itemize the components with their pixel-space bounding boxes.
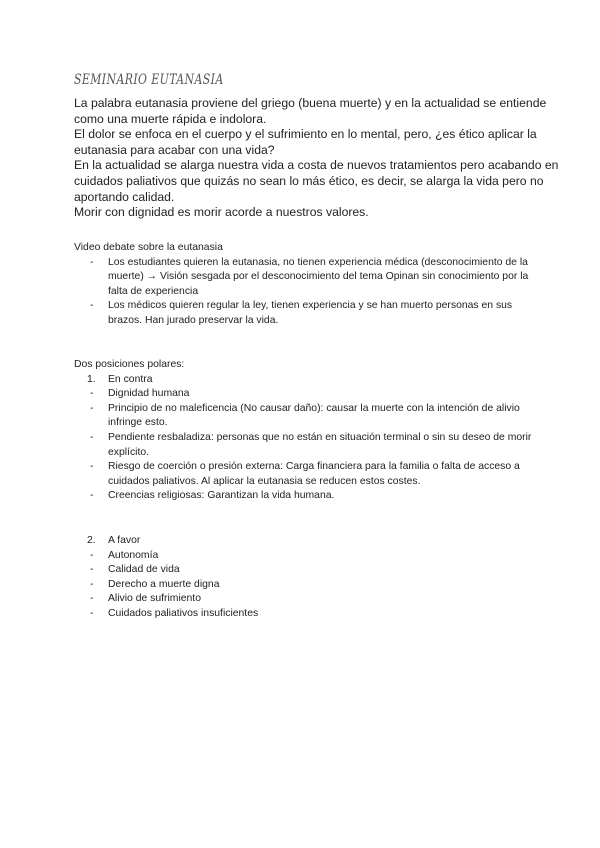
list-item <box>74 387 544 402</box>
dash-marker: - <box>90 564 94 576</box>
intro-paragraph: El dolor se enfoca en el cuerpo y el sufrimiento en lo mental, pero, ¿es ético aplicar la eutanasia para acabar con una vida? <box>74 127 537 157</box>
list-item <box>74 607 544 622</box>
list-item <box>74 431 544 460</box>
list-item <box>74 549 544 564</box>
bullet-list <box>74 256 544 329</box>
page-title: SEMINARIO EUTANASIA <box>74 72 224 88</box>
section-heading: Video debate sobre la eutanasia <box>74 242 223 253</box>
list-item <box>74 563 544 578</box>
section-heading: Dos posiciones polares: <box>74 359 185 370</box>
dash-marker: - <box>90 549 94 561</box>
dash-marker: - <box>90 402 94 414</box>
dash-marker: - <box>90 607 94 619</box>
dash-marker: - <box>90 431 94 443</box>
dash-marker: - <box>90 256 94 268</box>
video-debate-section <box>74 241 544 329</box>
list-item <box>74 256 544 300</box>
numbered-item <box>74 534 544 549</box>
list-item-text: Pendiente resbaladiza: personas que no están en situación terminal o sin su deseo de morir explícito. <box>108 431 532 458</box>
dash-marker: - <box>90 300 94 312</box>
list-item-text: Creencias religiosas: Garantizan la vida humana. <box>108 490 335 502</box>
intro-paragraphs <box>74 96 574 221</box>
list-item-text: Principio de no maleficencia (No causar daño): causar la muerte con la intención de alivio infringe esto. <box>108 402 520 429</box>
list-item <box>74 299 544 328</box>
intro-paragraph: La palabra eutanasia proviene del griego (buena muerte) y en la actualidad se entiende como una muerte rápida e indolora. <box>74 96 547 126</box>
number-marker: 2. <box>87 535 96 546</box>
list-item <box>74 460 544 489</box>
list-item <box>74 592 544 607</box>
dash-marker: - <box>90 490 94 502</box>
a-favor-list <box>74 534 544 622</box>
positions-section <box>74 358 544 504</box>
dash-marker: - <box>90 388 94 400</box>
dash-marker: - <box>90 578 94 590</box>
intro-paragraph: Morir con dignidad es morir acorde a nuestros valores. <box>74 205 369 220</box>
list-item-text: Los estudiantes quieren la eutanasia, no tienen experiencia médica (desconocimiento de la muerte) → Visión sesgada por el desconocimiento del tema Opinan sin conocimiento por la falta de experiencia <box>108 256 529 297</box>
list-item-text: A favor <box>108 535 141 546</box>
number-marker: 1. <box>87 373 96 385</box>
list-item <box>74 402 544 431</box>
list-item-text: Riesgo de coerción o presión externa: Carga financiera para la familia o falta de acceso a cuidados paliativos. Al aplicar la eutanasia se reducen estos costes. <box>108 461 520 487</box>
dash-marker: - <box>90 461 94 473</box>
en-contra-list <box>74 373 544 504</box>
dash-marker: - <box>90 593 94 605</box>
intro-paragraph: En la actualidad se alarga nuestra vida a costa de nuevos tratamientos pero acabando en cuidados paliativos que quizás no sean lo más ético, es decir, se alarga la vida pero no aportando calidad. <box>74 158 559 204</box>
list-item-text: Cuidados paliativos insuficientes <box>108 607 259 619</box>
list-item-text: Los médicos quieren regular la ley, tienen experiencia y se han muerto personas en sus brazos. Han jurado preservar la vida. <box>108 300 513 326</box>
a-favor-section <box>74 534 544 622</box>
list-item-text: Derecho a muerte digna <box>108 578 220 590</box>
list-item-text: Alivio de sufrimiento <box>108 593 201 605</box>
list-item <box>74 578 544 593</box>
list-item-text: En contra <box>108 373 153 385</box>
list-item-text: Autonomía <box>108 549 159 561</box>
list-item-text: Calidad de vida <box>108 564 180 576</box>
numbered-item <box>74 373 544 388</box>
list-item <box>74 489 544 504</box>
list-item-text: Dignidad humana <box>108 388 190 400</box>
